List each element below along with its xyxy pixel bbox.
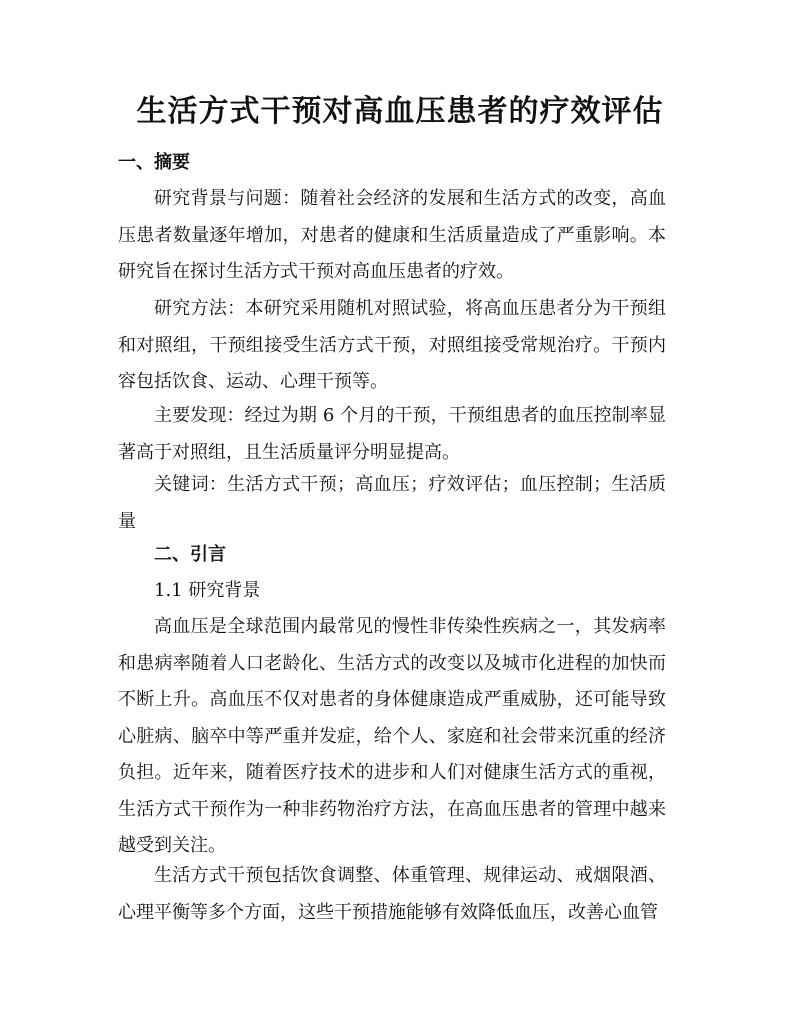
abstract-heading: 一、摘要 xyxy=(118,152,190,173)
abstract-methods-paragraph: 研究方法：本研究采用随机对照试验，将高血压患者分为干预组和对照组，干预组接受生活方式干预，对照组接受常规治疗。干预内容包括饮食、运动、心理干预等。 xyxy=(118,298,666,392)
abstract-background-paragraph: 研究背景与问题：随着社会经济的发展和生活方式的改变，高血压患者数量逐年增加，对患者的健康和生活质量造成了严重影响。本研究旨在探讨生活方式干预对高血压患者的疗效。 xyxy=(118,188,666,282)
intro-heading: 二、引言 xyxy=(154,544,226,565)
intro-paragraph-1: 高血压是全球范围内最常见的慢性非传染性疾病之一，其发病率和患病率随着人口老龄化、生活方式的改变以及城市化进程的加快而不断上升。高血压不仅对患者的身体健康造成严重威胁，还可能导致心脏病、脑卒中等严重并发症，给个人、家庭和社会带来沉重的经济负担。近年来，随着医疗技术的进步和人们对健康生活方式的重视，生活方式干预作为一种非药物治疗方法，在高血压患者的管理中越来越受到关注。 xyxy=(118,616,666,856)
abstract-keywords-paragraph: 关键词：生活方式干预；高血压；疗效评估；血压控制；生活质量 xyxy=(118,474,666,532)
abstract-findings-paragraph: 主要发现：经过为期 6 个月的干预，干预组患者的血压控制率显著高于对照组，且生活质量评分明显提高。 xyxy=(118,405,666,463)
intro-paragraph-2: 生活方式干预包括饮食调整、体重管理、规律运动、戒烟限酒、心理平衡等多个方面，这些干预措施能够有效降低血压，改善心血管 xyxy=(118,865,666,923)
intro-subheading: 1.1 研究背景 xyxy=(154,580,261,601)
document-title: 生活方式干预对高血压患者的疗效评估 xyxy=(136,94,664,129)
